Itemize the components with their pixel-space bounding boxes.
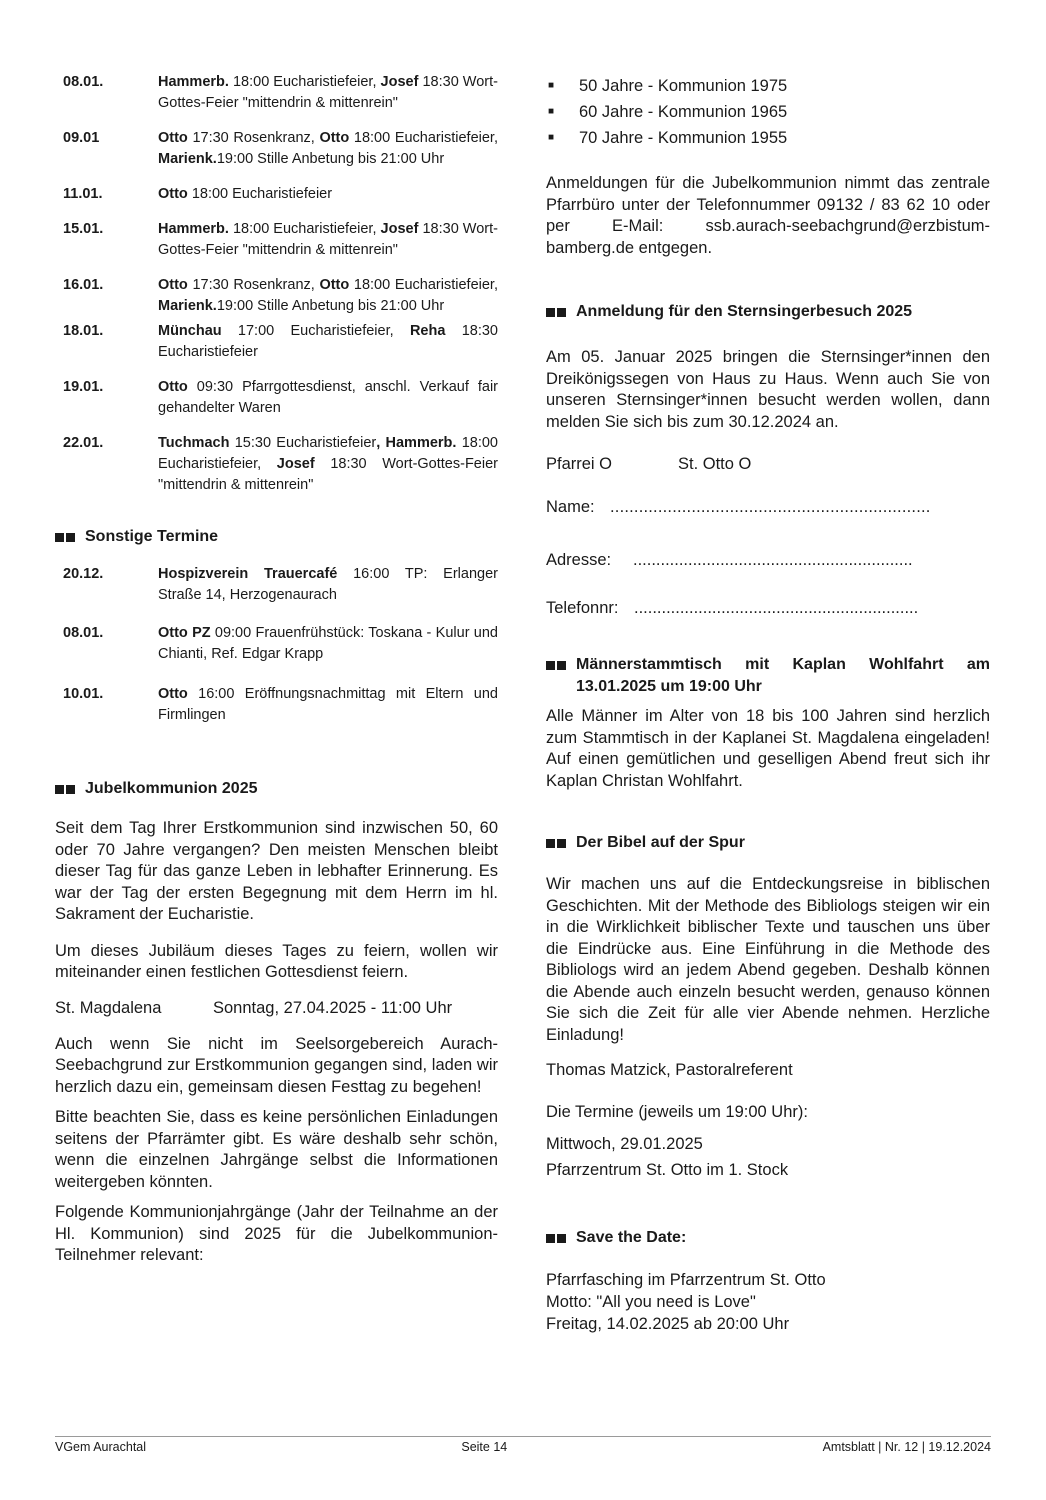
schedule-text: Otto 17:30 Rosenkranz, Otto 18:00 Eucharistiefeier, Marienk.19:00 Stille Anbetung bis 21:00 Uhr (158, 277, 498, 314)
schedule-text: Hammerb. 18:00 Eucharistiefeier, Josef 18:30 Wort-Gottes-Feier "mittendrin & mittenrein" (158, 74, 498, 111)
schedule-text: Hammerb. 18:00 Eucharistiefeier, Josef 18:30 Wort-Gottes-Feier "mittendrin & mittenrein" (158, 221, 498, 258)
sternsinger-text: Am 05. Januar 2025 bringen die Sternsinger*innen den Dreikönigssegen von Haus zu Haus. Wenn auch Sie von unseren Sternsinger*innen besucht werden wollen, dann melden Sie sich bis zum 30.12.2024 an. (546, 348, 990, 431)
jubel-years-list (546, 73, 990, 151)
phone-field[interactable] (546, 597, 990, 619)
page-footer (55, 1436, 991, 1455)
jubel-paragraph-3: Auch wenn Sie nicht im Seelsorgebereich Aurach-Seebachgrund zur Erstkommunion gegangen sind, laden wir herzlich dazu ein, gemeinsam diesen Festtag zu begehen! (55, 1034, 498, 1096)
bibel-author: Thomas Matzick, Pastoralreferent (546, 1061, 793, 1079)
bullet-icon: ■ (548, 106, 555, 117)
bibel-date: Mittwoch, 29.01.2025 (546, 1135, 703, 1153)
schedule-text: Hospizverein Trauercafé 16:00 TP: Erlanger Straße 14, Herzogenaurach (158, 566, 498, 603)
bibel-place: Pfarrzentrum St. Otto im 1. Stock (546, 1161, 789, 1179)
right-column (546, 72, 990, 1335)
sonstige-termine-heading: Sonstige Termine (55, 526, 498, 548)
schedule-row (55, 623, 498, 665)
schedule-text: Otto PZ 09:00 Frauenfrühstück: Toskana - Kulur und Chianti, Ref. Edgar Krapp (158, 625, 498, 662)
bibel-text: Wir machen uns auf die Entdeckungsreise in biblischen Geschichten. Mit der Methode des Bibliologs steigen wir ein in die Wirklichkeit biblischer Texte und tauschen uns über die Eindrücke aus. Eine Einführung in die Methode des Bibliologs wird an jedem Abend gegeben. Deshalb können die Abende auch einzeln besucht werden, genauso können Sie sich die Zeit für alle vier Abende nehmen. Herzliche Einladung! (546, 875, 990, 1044)
schedule-date: 11.01. (63, 186, 103, 202)
schedule-row (55, 219, 498, 261)
section-squares-icon (546, 1227, 576, 1243)
section-squares-icon (55, 526, 85, 542)
section-squares-icon (546, 832, 576, 848)
jubel-place: St. Magdalena (55, 998, 162, 1017)
parish-options (546, 453, 990, 475)
schedule-row (55, 184, 498, 205)
schedule-date: 10.01. (63, 686, 104, 702)
schedule-date: 08.01. (63, 625, 104, 641)
section-squares-icon (55, 778, 85, 794)
schedule-list (55, 72, 498, 496)
schedule-date: 22.01. (63, 435, 104, 451)
bullet-icon: ■ (548, 80, 555, 91)
schedule-row (55, 564, 498, 606)
bullet-icon: ■ (548, 132, 555, 143)
schedule-date: 15.01. (63, 221, 104, 237)
schedule-row (55, 433, 498, 496)
save-line-2: Motto: "All you need is Love" (546, 1293, 756, 1311)
sonstige-termine-list (55, 564, 498, 726)
list-item: ■ 60 Jahre - Kommunion 1965 (546, 99, 990, 125)
schedule-date: 20.12. (63, 566, 104, 582)
schedule-text: Otto 17:30 Rosenkranz, Otto 18:00 Eucharistiefeier, Marienk.19:00 Stille Anbetung bis 21:00 Uhr (158, 130, 498, 167)
save-line-3: Freitag, 14.02.2025 ab 20:00 Uhr (546, 1315, 790, 1333)
save-the-date-block (546, 1269, 990, 1335)
schedule-row (55, 684, 498, 726)
schedule-date: 18.01. (63, 323, 104, 339)
jubel-date-line (55, 997, 498, 1019)
jubel-paragraph-4: Bitte beachten Sie, dass es keine persönlichen Einladungen seitens der Pfarrämter gibt. Es wäre deshalb sehr schön, wenn die einzelnen Jahrgänge selbst die Informationen weitergeben könnten. (55, 1108, 498, 1191)
schedule-text: Otto 16:00 Eröffnungsnachmittag mit Eltern und Firmlingen (158, 686, 498, 723)
footer-page-number: Seite 14 (461, 1440, 508, 1454)
schedule-row (55, 128, 498, 170)
schedule-text: Otto 18:00 Eucharistiefeier (158, 186, 333, 202)
option-pfarrei[interactable]: Pfarrei O (546, 455, 613, 473)
jubel-paragraph-2: Um dieses Jubiläum dieses Tages zu feiern, wollen wir miteinander einen festlichen Gottesdienst feiern. (55, 941, 498, 981)
address-field[interactable] (546, 549, 990, 571)
bibel-termine-label: Die Termine (jeweils um 19:00 Uhr): (546, 1103, 808, 1121)
name-label: Name: (546, 498, 595, 516)
footer-publisher: VGem Aurachtal (55, 1440, 147, 1454)
jubel-paragraph-1: Seit dem Tag Ihrer Erstkommunion sind inzwischen 50, 60 oder 70 Jahre vergangen? Den meisten Menschen bleibt dieser Tag für das ganze Leben in lebhafter Erinnerung. Es war der Tag der ersten Begegnung mit dem Herrn im hl. Sakrament der Eucharistie. (55, 819, 498, 923)
address-dots: ............................................................. (633, 551, 913, 569)
left-column (55, 72, 498, 1267)
phone-label: Telefonnr: (546, 599, 619, 617)
section-squares-icon (546, 654, 576, 670)
schedule-row (55, 275, 498, 317)
maennerstammtisch-heading: Männerstammtisch mit Kaplan Wohlfahrt am 13.01.2025 um 19:00 Uhr (546, 654, 990, 698)
save-line-1: Pfarrfasching im Pfarrzentrum St. Otto (546, 1271, 826, 1289)
schedule-row (55, 72, 498, 114)
name-field[interactable] (546, 496, 990, 518)
name-dots: ................................................................... (610, 498, 931, 516)
jubel-paragraph-5: Folgende Kommunionjahrgänge (Jahr der Teilnahme an der Hl. Kommunion) sind 2025 für die Jubelkommunion-Teilnehmer relevant: (55, 1203, 498, 1264)
list-item: ■ 70 Jahre - Kommunion 1955 (546, 125, 990, 151)
schedule-date: 16.01. (63, 277, 104, 293)
schedule-text: Münchau 17:00 Eucharistiefeier, Reha 18:30 Eucharistiefeier (158, 323, 498, 360)
jubel-when: Sonntag, 27.04.2025 - 11:00 Uhr (213, 998, 453, 1017)
footer-issue: Amtsblatt | Nr. 12 | 19.12.2024 (822, 1440, 991, 1454)
schedule-row (55, 377, 498, 419)
jubelkommunion-heading: Jubelkommunion 2025 (55, 778, 498, 800)
phone-dots: .............................................................. (634, 599, 919, 617)
section-squares-icon (546, 301, 576, 317)
bibel-heading: Der Bibel auf der Spur (546, 832, 990, 854)
save-the-date-heading: Save the Date: (546, 1227, 990, 1249)
schedule-date: 09.01 (63, 130, 100, 146)
schedule-text: Tuchmach 15:30 Eucharistiefeier, Hammerb. 18:00 Eucharistiefeier, Josef 18:30 Wort-Gottes-Feier "mittendrin & mittenrein" (158, 435, 498, 493)
maennerstammtisch-text: Alle Männer im Alter von 18 bis 100 Jahren sind herzlich zum Stammtisch in der Kaplanei St. Magdalena eingeladen! Auf einen gemütlichen und geselligen Abend freut sich ihr Kaplan Christan Wohlfahrt. (546, 707, 990, 790)
option-st-otto[interactable]: St. Otto O (678, 455, 752, 473)
sternsinger-heading: Anmeldung für den Sternsingerbesuch 2025 (546, 301, 990, 323)
schedule-text: Otto 09:30 Pfarrgottesdienst, anschl. Verkauf fair gehandelter Waren (158, 379, 498, 416)
list-item: ■ 50 Jahre - Kommunion 1975 (546, 73, 990, 99)
schedule-date: 19.01. (63, 379, 104, 395)
address-label: Adresse: (546, 551, 612, 569)
jubel-registration-text: Anmeldungen für die Jubelkommunion nimmt das zentrale Pfarrbüro unter der Telefonnummer 09132 / 83 62 10 oder per E-Mail: ssb.aurach-seebachgrund@erzbistum-bamberg.de entgegen. (546, 174, 990, 257)
schedule-row (55, 321, 498, 363)
schedule-date: 08.01. (63, 74, 104, 90)
